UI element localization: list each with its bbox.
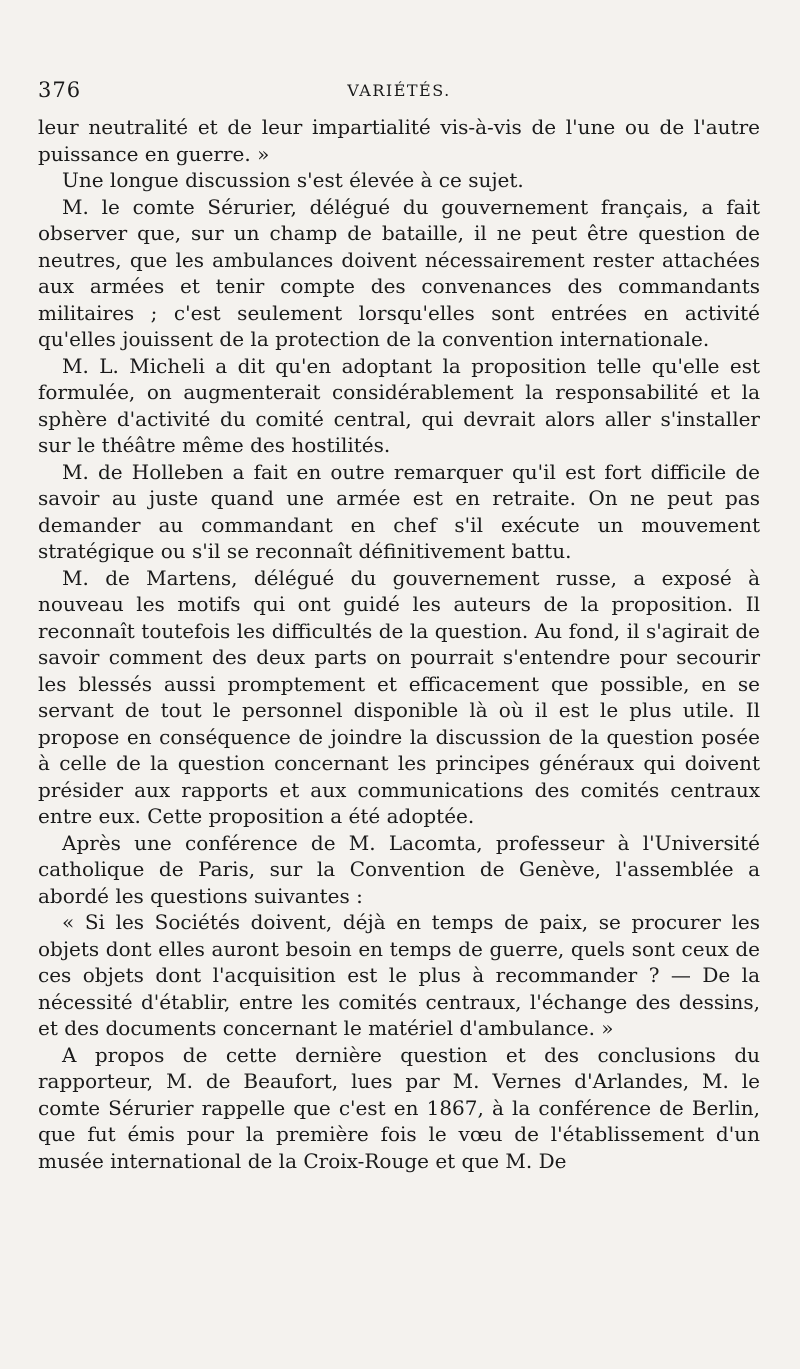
running-header	[38, 78, 760, 104]
paragraph: M. L. Micheli a dit qu'en adoptant la proposition telle qu'elle est formulée, on augmenterait considérablement la responsabilité et la sphère d'activité du comité central, qui devrait alors aller s'installer sur le théâtre même des hostilités.	[38, 353, 760, 457]
paragraph: M. le comte Sérurier, délégué du gouvernement français, a fait observer que, sur un champ de bataille, il ne peut être question de neutres, que les ambulances doivent nécessairement rester attachées aux armées et tenir compte des convenances des commandants militaires ; c'est seulement lorsqu'elles sont entrées en activité qu'elles jouissent de la protection de la convention internationale.	[38, 194, 760, 351]
paragraph-continued: leur neutralité et de leur impartialité vis-à-vis de l'une ou de l'autre puissance en guerre. »	[38, 115, 760, 166]
paragraph: Après une conférence de M. Lacomta, professeur à l'Université catholique de Paris, sur la Convention de Genève, l'assemblée a abordé les questions suivantes :	[38, 830, 760, 908]
quoted-questions: « Si les Sociétés doivent, déjà en temps de paix, se procurer les objets dont elles auront besoin en temps de guerre, quels sont ceux de ces objets dont l'acquisition est le plus à recommander ? — De la nécessité d'établir, entre les comités centraux, l'échange des dessins, et des documents concernant le matériel d'ambulance. »	[38, 910, 760, 1040]
paragraph: M. de Holleben a fait en outre remarquer qu'il est fort difficile de savoir au juste quand une armée est en retraite. On ne peut pas demander au commandant en chef s'il exécute un mouvement stratégique ou s'il se reconnaît définitivement battu.	[38, 459, 760, 563]
page-number: 376	[38, 78, 82, 102]
section-title: VARIÉTÉS.	[347, 81, 451, 100]
body-text	[38, 114, 760, 1174]
paragraph: M. de Martens, délégué du gouvernement russe, a exposé à nouveau les motifs qui ont guidé les auteurs de la proposition. Il reconnaît toutefois les difficultés de la question. Au fond, il s'agirait de savoir comment des deux parts on pourrait s'entendre pour secourir les blessés aussi promptement et efficacement que possible, en se servant de tout le personnel disponible là où il est le plus utile. Il propose en conséquence de joindre la discussion de la question posée à celle de la question concernant les principes généraux qui doivent présider aux rapports et aux communications des comités centraux entre eux. Cette proposition a été adoptée.	[38, 565, 760, 828]
paragraph: A propos de cette dernière question et des conclusions du rapporteur, M. de Beaufort, lues par M. Vernes d'Arlandes, M. le comte Sérurier rappelle que c'est en 1867, à la conférence de Berlin, que fut émis pour la première fois le vœu de l'établissement d'un musée international de la Croix-Rouge et que M. De	[38, 1042, 760, 1173]
paragraph: Une longue discussion s'est élevée à ce sujet.	[62, 168, 524, 192]
